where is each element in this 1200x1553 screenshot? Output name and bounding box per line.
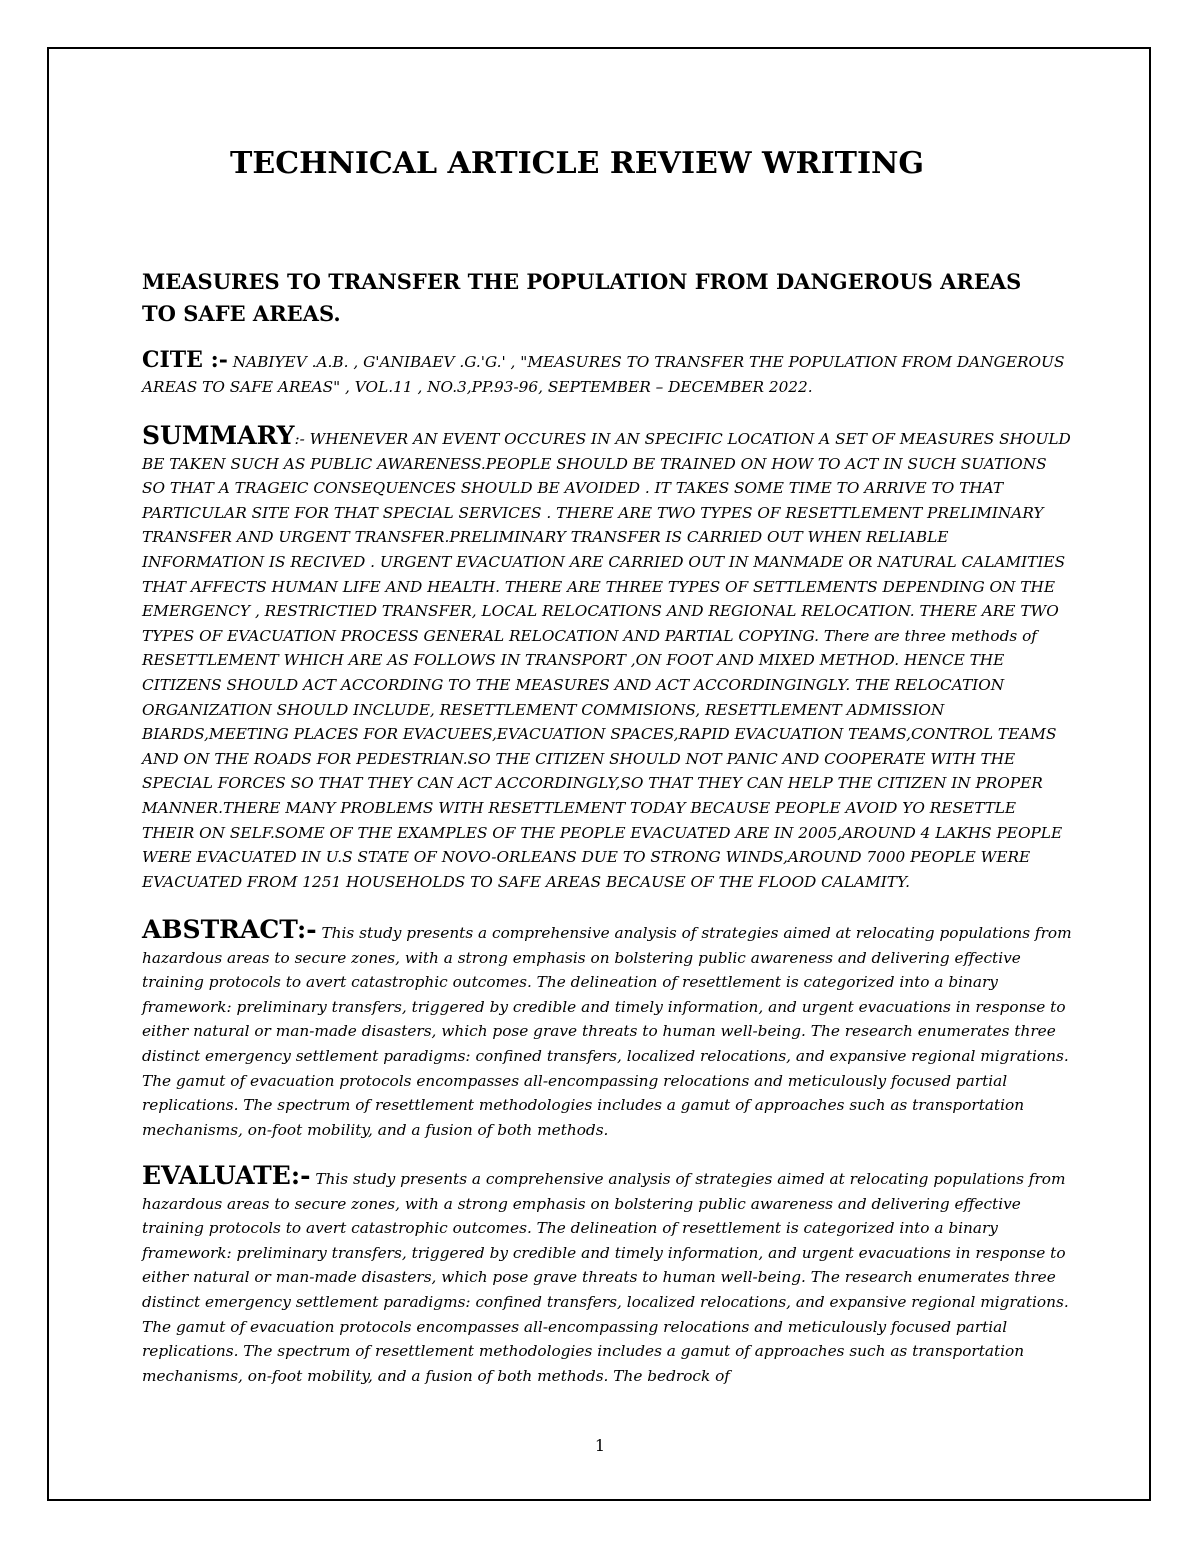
abstract-text: This study presents a comprehensive analysis of strategies aimed at relocating populations from hazardous areas to secure zones, with a strong emphasis on bolstering public awareness and delivering effective training protocols to avert catastrophic outcomes. The delineation of resettlement is categorized into a binary framework: preliminary transfers, triggered by credible and timely information, and urgent evacuations in response to either natural or man-made disasters, which pose grave threats to human well-being. The research enumerates three distinct emergency settlement paradigms: confined transfers, localized relocations, and expansive regional migrations. The gamut of evacuation protocols encompasses all-encompassing relocations and meticulously focused partial replications. The spectrum of resettlement methodologies includes a gamut of approaches such as transportation mechanisms, on-foot mobility, and a fusion of both methods. (142, 924, 1072, 1139)
page-number: 1 (594, 1436, 606, 1455)
cite-text: NABIYEV .A.B. , G'ANIBAEV .G.'G.' , "MEASURES TO TRANSFER THE POPULATION FROM DANGEROUS AREAS TO SAFE AREAS" , VOL.11 , NO.3,PP.93-96, SEPTEMBER – DECEMBER 2022. (142, 353, 1065, 396)
article-title: MEASURES TO TRANSFER THE POPULATION FROM DANGEROUS AREAS TO SAFE AREAS. (142, 269, 1022, 326)
abstract-label: ABSTRACT:- (142, 915, 317, 944)
summary-separator: :- (294, 430, 305, 448)
cite-section (142, 348, 1072, 399)
document-title: TECHNICAL ARTICLE REVIEW WRITING (230, 146, 925, 181)
evaluate-text: This study presents a comprehensive analysis of strategies aimed at relocating populations from hazardous areas to secure zones, with a strong emphasis on bolstering public awareness and delivering effective training protocols to avert catastrophic outcomes. The delineation of resettlement is categorized into a binary framework: preliminary transfers, triggered by credible and timely information, and urgent evacuations in response to either natural or man-made disasters, which pose grave threats to human well-being. The research enumerates three distinct emergency settlement paradigms: confined transfers, localized relocations, and expansive regional migrations. The gamut of evacuation protocols encompasses all-encompassing relocations and meticulously focused partial replications. The spectrum of resettlement methodologies includes a gamut of approaches such as transportation mechanisms, on-foot mobility, and a fusion of both methods. The bedrock of (142, 1170, 1069, 1385)
summary-text: WHENEVER AN EVENT OCCURES IN AN SPECIFIC LOCATION A SET OF MEASURES SHOULD BE TAKEN SUCH AS PUBLIC AWARENESS.PEOPLE SHOULD BE TRAINED ON HOW TO ACT IN SUCH SUATIONS SO THAT A TRAGEIC CONSEQUENCES SHOULD BE AVOIDED . IT TAKES SOME TIME TO ARRIVE TO THAT PARTICULAR SITE FOR THAT SPECIAL SERVICES . THERE ARE TWO TYPES OF RESETTLEMENT PRELIMINARY TRANSFER AND URGENT TRANSFER.PRELIMINARY TRANSFER IS CARRIED OUT WHEN RELIABLE INFORMATION IS RECIVED . URGENT EVACUATION ARE CARRIED OUT IN MANMADE OR NATURAL CALAMITIES THAT AFFECTS HUMAN LIFE AND HEALTH. THERE ARE THREE TYPES OF SETTLEMENTS DEPENDING ON THE EMERGENCY , RESTRICTIED TRANSFER, LOCAL RELOCATIONS AND REGIONAL RELOCATION. THERE ARE TWO TYPES OF EVACUATION PROCESS GENERAL RELOCATION AND PARTIAL COPYING. There are three methods of RESETTLEMENT WHICH ARE AS FOLLOWS IN TRANSPORT ,ON FOOT AND MIXED METHOD. HENCE THE CITIZENS SHOULD ACT ACCORDING TO THE MEASURES AND ACT ACCORDINGINGLY. THE RELOCATION ORGANIZATION SHOULD INCLUDE, RESETTLEMENT COMMISIONS, RESETTLEMENT ADMISSION BIARDS,MEETING PLACES FOR EVACUEES,EVACUATION SPACES,RAPID EVACUATION TEAMS,CONTROL TEAMS AND ON THE ROADS FOR PEDESTRIAN.SO THE CITIZEN SHOULD NOT PANIC AND COOPERATE WITH THE SPECIAL FORCES SO THAT THEY CAN ACT ACCORDINGLY,SO THAT THEY CAN HELP THE CITIZEN IN PROPER MANNER.THERE MANY PROBLEMS WITH RESETTLEMENT TODAY BECAUSE PEOPLE AVOID YO RESETTLE THEIR ON SELF.SOME OF THE EXAMPLES OF THE PEOPLE EVACUATED ARE IN 2005,AROUND 4 LAKHS PEOPLE WERE EVACUATED IN U.S STATE OF NOVO-ORLEANS DUE TO STRONG WINDS,AROUND 7000 PEOPLE WERE EVACUATED FROM 1251 HOUSEHOLDS TO SAFE AREAS BECAUSE OF THE FLOOD CALAMITY. (142, 430, 1071, 891)
cite-label: CITE :- (142, 347, 228, 373)
abstract-section (142, 915, 1072, 1142)
evaluate-section (142, 1161, 1072, 1388)
summary-label: SUMMARY (142, 421, 295, 450)
evaluate-label: EVALUATE:- (142, 1161, 311, 1190)
summary-section (142, 421, 1072, 894)
